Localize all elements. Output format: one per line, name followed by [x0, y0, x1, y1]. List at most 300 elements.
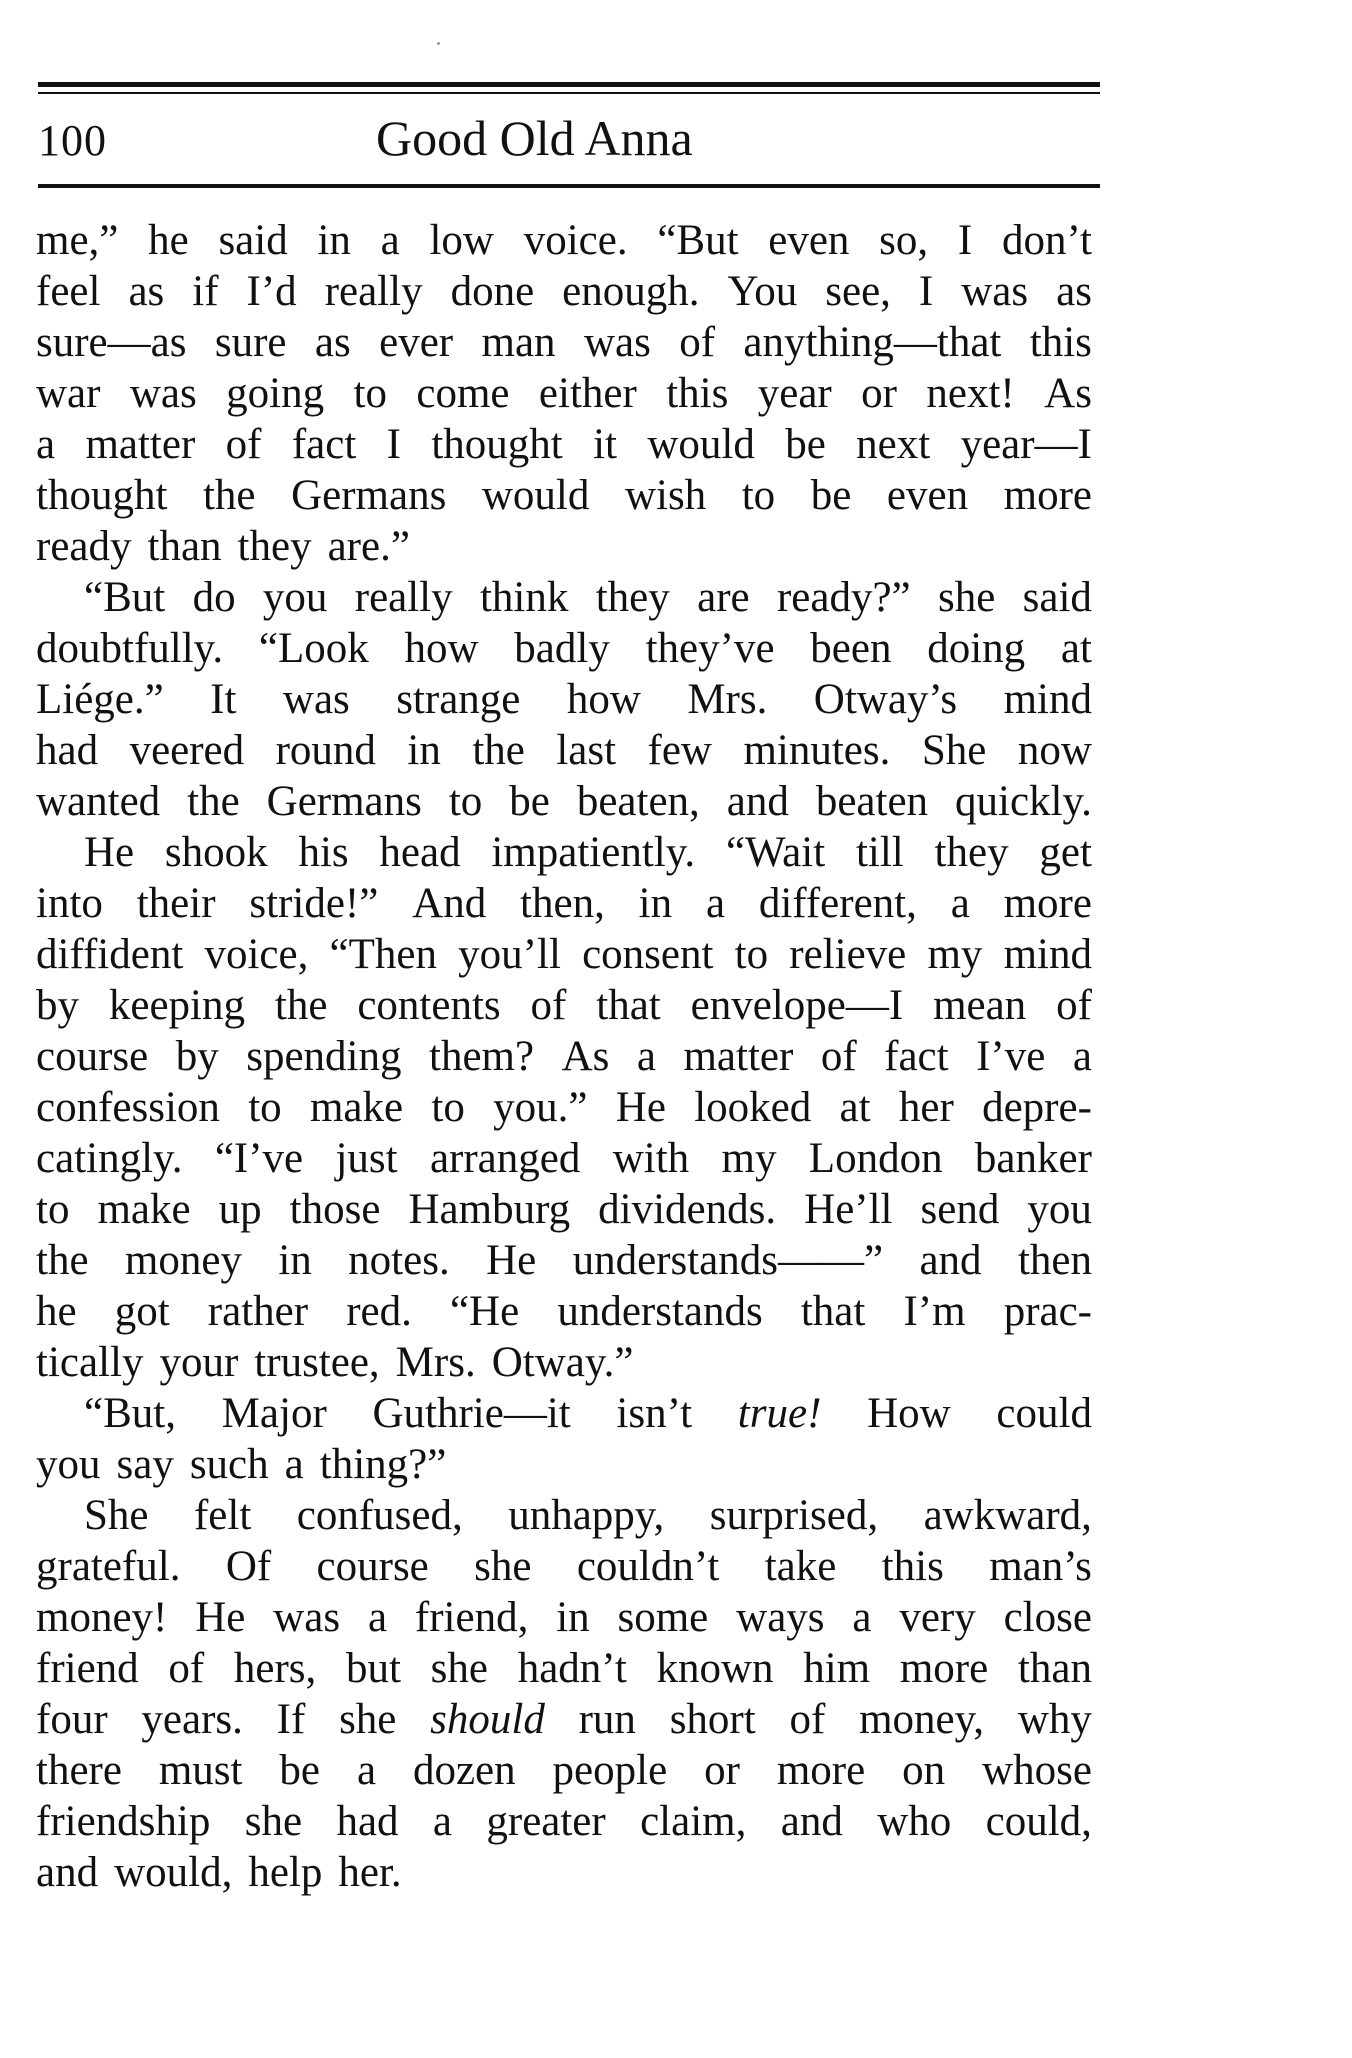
word: be	[509, 778, 550, 825]
word: How	[867, 1390, 951, 1437]
word: a	[950, 880, 970, 927]
word: could,	[985, 1798, 1092, 1845]
word: by	[175, 1033, 219, 1080]
word: in	[556, 1594, 590, 1641]
word: thought	[36, 472, 168, 519]
word: the	[202, 472, 256, 519]
word: a	[380, 217, 400, 264]
word: thought	[431, 421, 563, 468]
text-line	[36, 317, 1092, 368]
word: isn’t	[616, 1390, 693, 1437]
word: voice,	[204, 931, 309, 978]
word: different,	[758, 880, 917, 927]
word: if	[192, 268, 219, 315]
word: up	[218, 1186, 262, 1233]
word: Mrs.	[395, 1339, 476, 1386]
word: but	[346, 1645, 401, 1692]
text-line	[36, 572, 1092, 623]
word: or	[861, 370, 897, 417]
word: man	[481, 319, 556, 366]
word: claim,	[640, 1798, 747, 1845]
word: how	[566, 676, 641, 723]
text-line	[36, 929, 1092, 980]
word: be	[810, 472, 852, 519]
paper-speck	[437, 42, 440, 45]
word: a	[852, 1594, 872, 1641]
word: spending	[246, 1033, 402, 1080]
text-line	[36, 1796, 1092, 1847]
word: dividends.	[598, 1186, 777, 1233]
word: next	[856, 421, 931, 468]
word: him	[803, 1645, 871, 1692]
word: they	[237, 523, 312, 570]
word: how	[404, 625, 479, 672]
word: than	[1017, 1645, 1092, 1692]
word: people	[552, 1747, 668, 1794]
word: “But	[84, 574, 166, 621]
word: Germans	[266, 778, 422, 825]
word: be	[279, 1747, 321, 1794]
word: of	[789, 1696, 826, 1743]
word: they’ve	[645, 625, 775, 672]
running-head-title: Good Old Anna	[376, 110, 693, 166]
word: He	[195, 1594, 246, 1641]
word: a	[705, 880, 726, 927]
word: or	[704, 1747, 740, 1794]
word: doubtfully.	[36, 625, 224, 672]
text-line	[36, 674, 1092, 725]
word: even	[768, 217, 850, 264]
word: known	[656, 1645, 774, 1692]
word: enough.	[562, 268, 700, 315]
word: badly	[514, 625, 610, 672]
word: You	[727, 268, 798, 315]
word: course	[316, 1543, 429, 1590]
word: beaten	[815, 778, 929, 825]
text-line	[36, 776, 1092, 827]
word: She	[84, 1492, 149, 1539]
word: of	[225, 421, 262, 468]
word: than	[147, 523, 222, 570]
word: take	[764, 1543, 837, 1590]
word: greater	[486, 1798, 606, 1845]
word: be	[785, 421, 826, 468]
word: strange	[396, 676, 521, 723]
word: see,	[825, 268, 891, 315]
word: minutes.	[743, 727, 891, 774]
text-line	[36, 623, 1092, 674]
word: you.”	[493, 1084, 588, 1131]
word: years.	[141, 1696, 243, 1743]
word: on	[902, 1747, 946, 1794]
word: depre-	[982, 1084, 1092, 1131]
word: dozen	[412, 1747, 516, 1794]
word: Hamburg	[408, 1186, 571, 1233]
word: in	[638, 880, 673, 927]
word: money,	[859, 1696, 985, 1743]
word: It	[210, 676, 237, 723]
word: “Then	[329, 931, 437, 978]
word: stride!”	[249, 880, 379, 927]
word: me,”	[36, 217, 119, 264]
word: voice.	[523, 217, 628, 264]
header-rule-thin	[38, 92, 1100, 94]
word: ways	[736, 1594, 825, 1641]
word: do	[192, 574, 236, 621]
word: awkward,	[923, 1492, 1092, 1539]
word: Germans	[291, 472, 447, 519]
word: just	[335, 1135, 398, 1182]
text-line	[36, 266, 1092, 317]
word: contents	[357, 982, 501, 1029]
text-line	[36, 1337, 1092, 1388]
word: so,	[879, 217, 929, 264]
word: you’ll	[458, 931, 561, 978]
word: surprised,	[709, 1492, 879, 1539]
word: their	[136, 880, 216, 927]
word: a	[36, 421, 56, 468]
word: sure	[214, 319, 287, 366]
word: must	[158, 1747, 243, 1794]
word: Liége.”	[36, 676, 164, 723]
word: those	[289, 1186, 381, 1233]
word: few	[647, 727, 712, 774]
word: whose	[982, 1747, 1092, 1794]
word: catingly.	[36, 1135, 183, 1182]
word: to	[448, 778, 483, 825]
word: round	[275, 727, 376, 774]
word: you	[36, 1441, 101, 1488]
word: this	[1029, 319, 1092, 366]
text-line	[36, 1847, 1092, 1898]
word: tically	[36, 1339, 144, 1386]
word: “But,	[84, 1390, 176, 1437]
word: close	[1003, 1594, 1092, 1641]
word: Otway’s	[813, 676, 958, 723]
word: man’s	[989, 1543, 1092, 1590]
word: looked	[694, 1084, 812, 1131]
word: ever	[379, 319, 454, 366]
word: would	[481, 472, 590, 519]
word: it	[593, 421, 617, 468]
word: in	[317, 217, 351, 264]
word: with	[612, 1135, 690, 1182]
word: think	[479, 574, 569, 621]
word: wish	[624, 472, 707, 519]
word: got	[114, 1288, 170, 1335]
word: said	[1022, 574, 1092, 621]
text-line	[36, 1184, 1092, 1235]
word: at	[839, 1084, 871, 1131]
word: either	[538, 370, 637, 417]
text-line	[36, 1592, 1092, 1643]
word: confession	[36, 1084, 220, 1131]
text-line	[36, 1541, 1092, 1592]
text-line	[36, 827, 1092, 878]
text-line	[36, 1286, 1092, 1337]
word: Of	[225, 1543, 272, 1590]
word: If	[276, 1696, 306, 1743]
word: you	[262, 574, 328, 621]
word: I	[386, 421, 401, 468]
word: year	[757, 370, 832, 417]
word: till	[855, 829, 904, 876]
word: As	[561, 1033, 610, 1080]
word: in	[407, 727, 441, 774]
word: low	[429, 217, 494, 264]
word: would,	[114, 1849, 233, 1896]
word: get	[1039, 829, 1092, 876]
word: are	[697, 574, 750, 621]
word: matter	[683, 1033, 794, 1080]
word: the	[36, 1237, 89, 1284]
word: As	[1044, 370, 1092, 417]
word: she	[339, 1696, 397, 1743]
word: why	[1017, 1696, 1092, 1743]
word: to	[248, 1084, 282, 1131]
word: don’t	[1001, 217, 1092, 264]
word: into	[36, 880, 103, 927]
word: prac-	[1003, 1288, 1092, 1335]
word: war	[36, 370, 101, 417]
word: banker	[974, 1135, 1092, 1182]
word: “Look	[258, 625, 369, 672]
word: He	[486, 1237, 537, 1284]
word: Otway.”	[491, 1339, 634, 1386]
word: more	[1003, 472, 1092, 519]
italic-word: true!	[737, 1390, 822, 1437]
text-line	[36, 1133, 1092, 1184]
word: next!	[926, 370, 1015, 417]
word: relieve	[789, 931, 907, 978]
word: ready?”	[776, 574, 911, 621]
word: “He	[449, 1288, 520, 1335]
word: fact	[291, 421, 357, 468]
word: a	[636, 1033, 656, 1080]
word: red.	[346, 1288, 412, 1335]
word: hers,	[233, 1645, 317, 1692]
word: He	[84, 829, 135, 876]
word: and	[780, 1798, 843, 1845]
word: shook	[164, 829, 268, 876]
word: was	[583, 319, 651, 366]
header-rule-bottom	[38, 184, 1100, 188]
word: come	[416, 370, 510, 417]
italic-word: should	[430, 1696, 545, 1743]
word: and	[726, 778, 789, 825]
text-line	[36, 215, 1092, 266]
word: of	[168, 1645, 205, 1692]
word: this	[881, 1543, 944, 1590]
word: to	[353, 370, 387, 417]
text-line	[36, 470, 1092, 521]
word: trustee,	[254, 1339, 380, 1386]
word: could	[996, 1390, 1092, 1437]
word: the	[274, 982, 328, 1029]
word: veered	[129, 727, 245, 774]
word: that	[596, 982, 661, 1029]
text-line	[36, 1235, 1092, 1286]
word: London	[808, 1135, 943, 1182]
word: who	[877, 1798, 952, 1845]
word: then	[1017, 1237, 1092, 1284]
word: run	[578, 1696, 636, 1743]
word: of	[530, 982, 567, 1029]
word: are.”	[327, 523, 410, 570]
word: then,	[520, 880, 605, 927]
word: quickly.	[955, 778, 1092, 825]
word: mind	[1003, 676, 1092, 723]
word: some	[617, 1594, 709, 1641]
word: notes.	[348, 1237, 450, 1284]
word: had	[36, 727, 99, 774]
word: more	[1003, 880, 1092, 927]
word: Guthrie—it	[372, 1390, 571, 1437]
word: his	[298, 829, 349, 876]
word: hadn’t	[517, 1645, 627, 1692]
word: to	[734, 931, 769, 978]
word: money!	[36, 1594, 168, 1641]
word: had	[336, 1798, 399, 1845]
word: friend	[36, 1645, 139, 1692]
word: feel	[36, 268, 101, 315]
word: and	[919, 1237, 982, 1284]
word: they	[934, 829, 1009, 876]
word: was	[961, 268, 1029, 315]
word: as	[1056, 268, 1092, 315]
word: of	[820, 1033, 857, 1080]
word: she	[937, 574, 996, 621]
text-line	[36, 1694, 1092, 1745]
word: doing	[927, 625, 1026, 672]
word: mind	[1003, 931, 1092, 978]
word: she	[244, 1798, 303, 1845]
word: even	[886, 472, 969, 519]
word: was	[282, 676, 350, 723]
word: her.	[338, 1849, 402, 1896]
word: year—I	[960, 421, 1092, 468]
word: rather	[207, 1288, 309, 1335]
text-line	[36, 1031, 1092, 1082]
word: “Wait	[725, 829, 826, 876]
word: a	[1072, 1033, 1092, 1080]
word: really	[324, 268, 423, 315]
word: consent	[582, 931, 714, 978]
text-line	[36, 878, 1092, 929]
word: understands	[557, 1288, 763, 1335]
word: a	[367, 1594, 388, 1641]
word: done	[450, 268, 535, 315]
word: couldn’t	[576, 1543, 720, 1590]
word: fact	[884, 1033, 949, 1080]
word: she	[430, 1645, 488, 1692]
word: going	[226, 370, 325, 417]
word: now	[1017, 727, 1092, 774]
word: the	[187, 778, 240, 825]
word: more	[899, 1645, 989, 1692]
word: very	[899, 1594, 976, 1641]
page-number: 100	[38, 116, 107, 165]
word: make	[309, 1084, 404, 1131]
word: her	[898, 1084, 954, 1131]
text-line	[36, 980, 1092, 1031]
word: as	[128, 268, 165, 315]
word: friendship	[36, 1798, 211, 1845]
word: He’ll	[804, 1186, 893, 1233]
word: diffident	[36, 931, 184, 978]
word: “But	[657, 217, 739, 264]
word: was	[273, 1594, 341, 1641]
word: more	[776, 1747, 866, 1794]
word: the	[472, 727, 525, 774]
word: mean	[933, 982, 1027, 1029]
word: really	[354, 574, 453, 621]
word: he	[36, 1288, 77, 1335]
word: my	[721, 1135, 777, 1182]
word: she	[474, 1543, 532, 1590]
word: he	[148, 217, 189, 264]
word: to	[431, 1084, 465, 1131]
body-text	[36, 215, 1092, 1898]
word: at	[1060, 625, 1092, 672]
word: of	[679, 319, 716, 366]
word: say	[116, 1441, 174, 1488]
word: She	[921, 727, 987, 774]
text-line	[36, 1388, 1092, 1439]
word: a	[432, 1798, 452, 1845]
text-line	[36, 1082, 1092, 1133]
word: them?	[429, 1033, 535, 1080]
word: money	[124, 1237, 242, 1284]
header-rule-thick	[38, 82, 1100, 87]
word: And	[412, 880, 487, 927]
word: and	[36, 1849, 99, 1896]
word: confused,	[296, 1492, 463, 1539]
word: that	[800, 1288, 866, 1335]
word: “I’ve	[214, 1135, 304, 1182]
word: I’m	[903, 1288, 966, 1335]
word: such	[189, 1441, 269, 1488]
word: there	[36, 1747, 122, 1794]
word: sure—as	[36, 319, 187, 366]
word: you	[1027, 1186, 1092, 1233]
word: wanted	[36, 778, 161, 825]
word: been	[810, 625, 892, 672]
word: your	[159, 1339, 239, 1386]
word: He	[615, 1084, 666, 1131]
word: felt	[193, 1492, 252, 1539]
word: beaten,	[576, 778, 700, 825]
word: understands——”	[572, 1237, 884, 1284]
word: in	[278, 1237, 312, 1284]
word: ready	[36, 523, 132, 570]
word: short	[669, 1696, 756, 1743]
word: thing?”	[319, 1441, 447, 1488]
word: keeping	[108, 982, 246, 1029]
word: by	[36, 982, 79, 1029]
word: course	[36, 1033, 149, 1080]
word: would	[647, 421, 755, 468]
word: make	[97, 1186, 191, 1233]
text-line	[36, 1490, 1092, 1541]
word: arranged	[429, 1135, 581, 1182]
text-line	[36, 1745, 1092, 1796]
word: to	[741, 472, 776, 519]
word: I	[957, 217, 973, 264]
text-line	[36, 725, 1092, 776]
word: I’d	[246, 268, 297, 315]
word: head	[379, 829, 461, 876]
